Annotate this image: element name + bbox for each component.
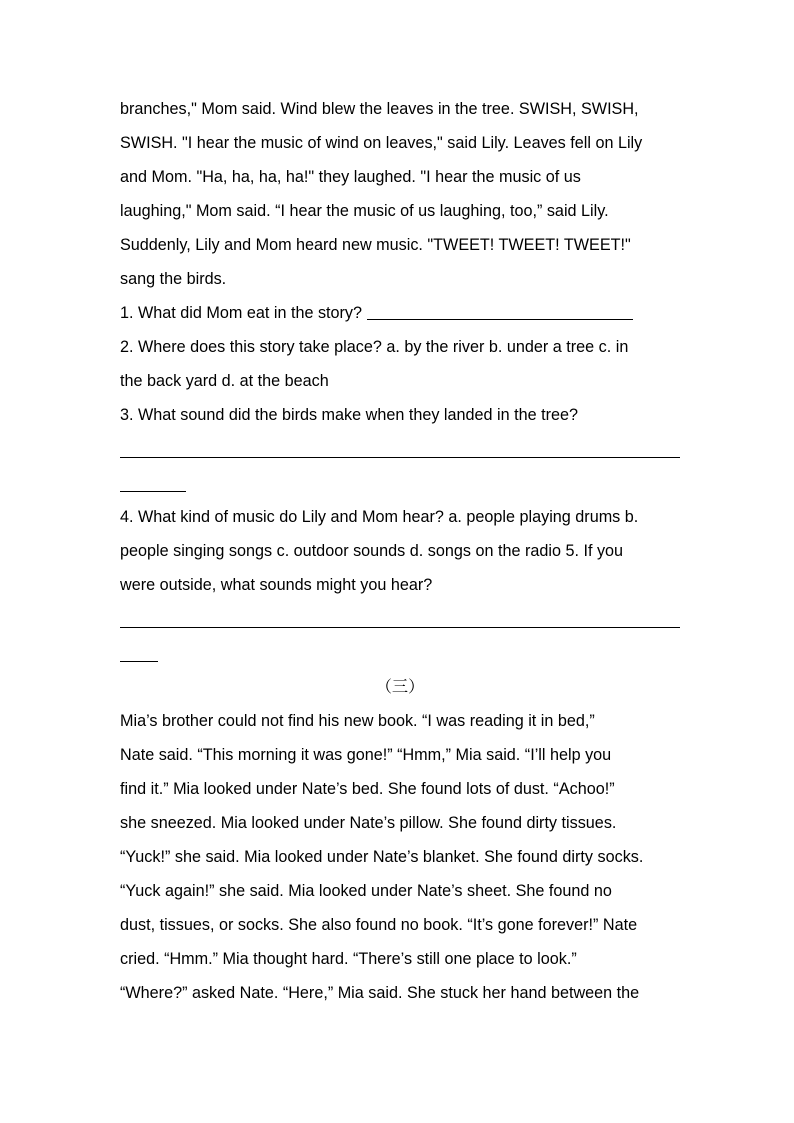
story-line: and Mom. "Ha, ha, ha, ha!" they laughed. "I hear the music of us [120,168,581,186]
story-line: sang the birds. [120,270,227,288]
question-3: 3. What sound did the birds make when they landed in the tree? [120,406,579,424]
story-line: Suddenly, Lily and Mom heard new music. "TWEET! TWEET! TWEET!" [120,236,631,254]
answer-line-5[interactable] [120,602,680,636]
question-1 [120,296,680,330]
story-line: dust, tissues, or socks. She also found no book. “It’s gone forever!” Nate [120,916,638,934]
story-line: she sneezed. Mia looked under Nate’s pillow. She found dirty tissues. [120,814,617,832]
story-line: “Where?” asked Nate. “Here,” Mia said. She stuck her hand between the [120,984,640,1002]
story-line: Nate said. “This morning it was gone!” “Hmm,” Mia said. “I’ll help you [120,746,612,764]
answer-line-3[interactable] [120,432,680,466]
answer-line-3-tail[interactable] [120,466,680,500]
question-2-line: the back yard d. at the beach [120,372,329,390]
answer-blank-1[interactable] [367,318,633,320]
story-line: “Yuck again!” she said. Mia looked under Nate’s sheet. She found no [120,882,612,900]
question-4-line: people singing songs c. outdoor sounds d. songs on the radio 5. If you [120,542,624,560]
answer-line-5-tail[interactable] [120,636,680,670]
question-5-line: were outside, what sounds might you hear? [120,576,433,594]
story-line: find it.” Mia looked under Nate’s bed. She found lots of dust. “Achoo!” [120,780,615,798]
story-line: Mia’s brother could not find his new book. “I was reading it in bed,” [120,712,595,730]
story-line: “Yuck!” she said. Mia looked under Nate’s blanket. She found dirty socks. [120,848,644,866]
question-4-line: 4. What kind of music do Lily and Mom hear? a. people playing drums b. [120,508,639,526]
section-heading: （三） [375,678,425,696]
story-line: laughing," Mom said. “I hear the music of us laughing, too,” said Lily. [120,202,609,220]
question-2-line: 2. Where does this story take place? a. by the river b. under a tree c. in [120,338,629,356]
story-line: cried. “Hmm.” Mia thought hard. “There’s still one place to look.” [120,950,577,968]
story-line: SWISH. "I hear the music of wind on leaves," said Lily. Leaves fell on Lily [120,134,643,152]
worksheet-page [120,92,680,1010]
question-1-text: 1. What did Mom eat in the story? [120,304,367,322]
story-line: branches," Mom said. Wind blew the leaves in the tree. SWISH, SWISH, [120,100,639,118]
